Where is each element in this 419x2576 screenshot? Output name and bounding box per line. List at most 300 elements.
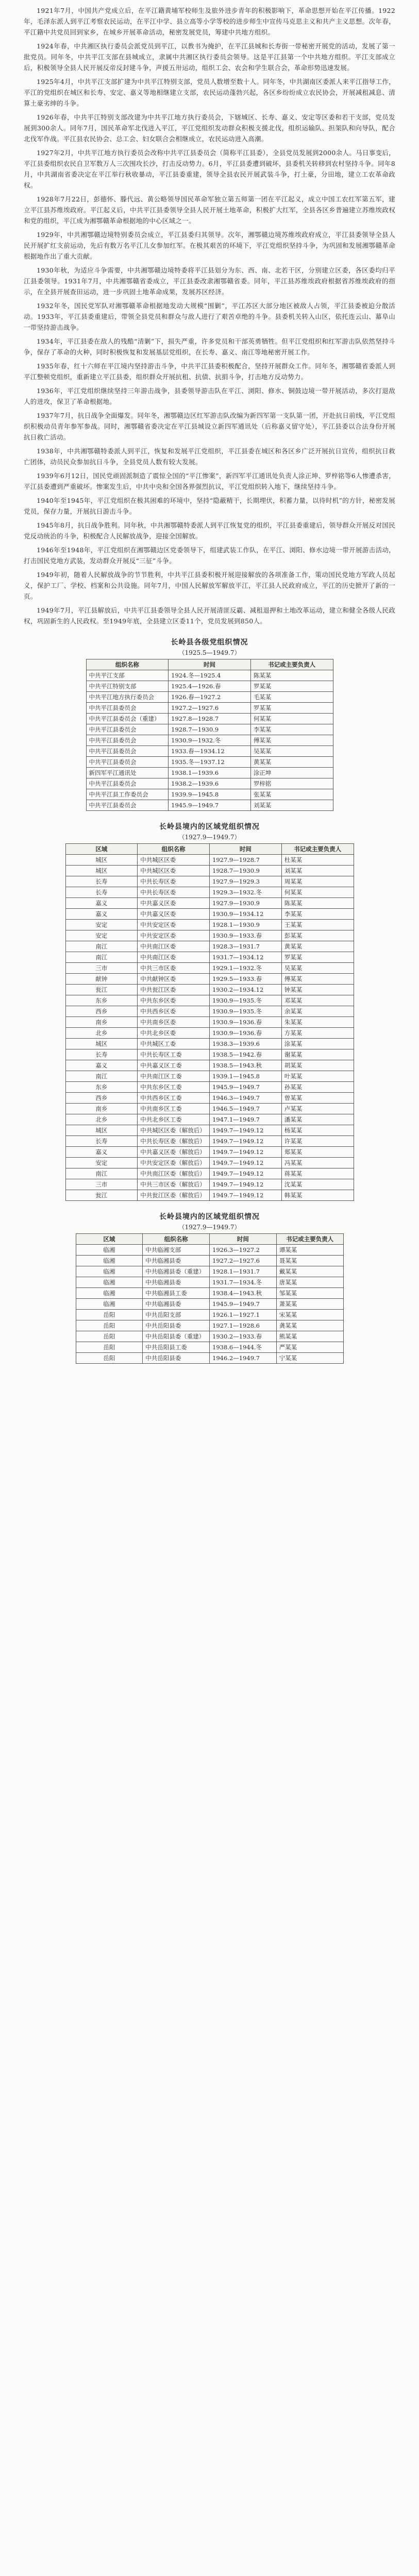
- table-cell: 宋某某: [276, 1310, 343, 1320]
- table-cell: 南江: [65, 941, 138, 952]
- table-cell: 潘某某: [281, 1114, 354, 1125]
- paragraph: 1937年7月，抗日战争全面爆发。同年冬，湘鄂赣边区红军游击队改编为新四军第一支队第一团，开赴抗日前线，平江党组织积极动员青年参军参战。同时，湘鄂赣省委决定在平江县城设立新四军通讯处（后称嘉义留守处），平江县委以合法身份开展抗日救亡活动。: [24, 412, 395, 441]
- table-row: [65, 876, 354, 887]
- table-row: [65, 1028, 354, 1039]
- table-cell: 长寿: [65, 876, 138, 887]
- table-row: [65, 1158, 354, 1168]
- table-cell: 陈某某: [281, 898, 354, 909]
- table-cell: 1927.2—1927.6: [210, 1256, 277, 1266]
- table-row: [65, 1071, 354, 1082]
- table-cell: 1927.2—1927.6: [169, 703, 251, 714]
- table-cell: 1926.3—1927.2: [210, 1245, 277, 1256]
- paragraph: 1925年4月，中共平江支部扩建为中共平江特别支部，党员人数增至数十人。同年冬，中共湖南区委派人来平江指导工作，平江的党组织在城区和长寿、安定、嘉义等地相继建立支部，农民运动蓬勃兴起，各区乡纷纷成立农民协会，开展减租减息、清算土豪劣绅的斗争。: [24, 78, 395, 107]
- table-row: [65, 1125, 354, 1136]
- table-cell: 1946.2—1949.7: [210, 1353, 277, 1364]
- table-cell: 中共东乡区工委: [138, 1082, 210, 1093]
- table-cell: 孙某某: [281, 1082, 354, 1093]
- table-cell: 1931.7—1934.12: [210, 952, 282, 963]
- table-row: [65, 1039, 354, 1049]
- table-cell: 1930.9—1933.春: [210, 930, 282, 941]
- neighboring-party-organizations-table-block: [76, 1211, 344, 1364]
- table-cell: 谢某某: [281, 1049, 354, 1060]
- table-cell: 中共平江县工作委员会: [86, 789, 169, 800]
- table-row: [65, 1136, 354, 1147]
- table-cell: 南江: [65, 1071, 138, 1082]
- table-cell: 中共平江地方执行委员会: [86, 692, 169, 703]
- table-row: [65, 1114, 354, 1125]
- table-row: [65, 866, 354, 876]
- table-cell: 罗某某: [250, 681, 333, 692]
- table-cell: 钟某某: [281, 985, 354, 995]
- table-cell: 中共临湘支部: [143, 1245, 210, 1256]
- table-cell: 1928.3—1931.7: [210, 941, 282, 952]
- column-header: 书记或主要负责人: [250, 659, 333, 670]
- paragraph: 1924年春，中共湘区执行委员会派党员到平江，以教书为掩护，在平江县城和长寿街一带秘密开展党的活动，发展了第一批党员。同年冬，中共平江支部在县城成立，隶属中共湘区执行委员会领导。这是平江县第一个中共地方组织。平江支部成立后，积极领导全县人民开展反帝反封建斗争，声援五卅运动，组织工会、农会和学生联合会，革命形势迅速发展。: [24, 42, 395, 72]
- table-row: [76, 1288, 343, 1299]
- table-cell: 中共献钟区委: [138, 974, 210, 985]
- table-subtitle: （1927.9—1949.7）: [178, 834, 241, 841]
- table-row: [86, 757, 333, 768]
- table-cell: 1927.1—1928.6: [210, 1320, 277, 1331]
- table-row: [65, 941, 354, 952]
- table-cell: 何某某: [250, 714, 333, 724]
- table-cell: 1938.3—1939.6: [210, 1039, 282, 1049]
- paragraph: 1929年，中共湘鄂赣边境特别委员会成立，平江县委归其领导。次年，湘鄂赣边境苏维埃政府成立，平江县委领导全县人民开展扩红支前运动，先后有数万名平江儿女参加红军。在极其艰苦的环境下，平江党组织坚持斗争，为巩固和发展湘鄂赣革命根据地作出了重大贡献。: [24, 231, 395, 260]
- paragraph: 1938年，中共湘鄂赣特委派人到平江，恢复和发展平江党组织，平江县委在城区和各区乡广泛开展抗日宣传，组织抗日救亡团体，动员民众参加抗日斗争，全县党员人数有较大发展。: [24, 447, 395, 466]
- table-cell: 1949.7—1949.12: [210, 1125, 282, 1136]
- column-header: 时间: [169, 659, 251, 670]
- table-row: [76, 1256, 343, 1266]
- table-cell: 1949.7—1949.12: [210, 1147, 282, 1158]
- table-cell: 北乡: [65, 1028, 138, 1039]
- table-cell: 中共嘉义区委: [138, 909, 210, 920]
- table-cell: 1924.冬—1925.4: [169, 670, 251, 681]
- table-cell: 长寿: [65, 1049, 138, 1060]
- table-row: [76, 1331, 343, 1342]
- table-cell: 罗梓铭: [250, 778, 333, 789]
- table-cell: 张某某: [250, 789, 333, 800]
- table-cell: 中共临湘县委: [143, 1277, 210, 1288]
- table-cell: 南乡: [65, 1017, 138, 1028]
- table-cell: 临湘: [76, 1256, 143, 1266]
- table-cell: 1929.3—1932.冬: [210, 887, 282, 898]
- table-cell: 1939.9—1945.8: [169, 789, 251, 800]
- table-cell: 萧某某: [276, 1299, 343, 1310]
- table-cell: 中共临湘县委: [143, 1299, 210, 1310]
- table-cell: 1930.9—1934.12: [210, 909, 282, 920]
- table-cell: 中共三市区委: [138, 963, 210, 974]
- table-title: 长岭县境内的区域党组织情况: [159, 823, 260, 831]
- paragraph: 1945年8月，抗日战争胜利。同年秋，中共湘鄂赣特委派人到平江恢复党的组织，平江县委重建后，领导群众开展反对国民党反动统治的斗争，积极配合人民解放战争，迎接全国解放。: [24, 521, 395, 540]
- table-row: [76, 1353, 343, 1364]
- table-cell: 中共瓮江区委: [138, 985, 210, 995]
- paragraph: 1926年春，中共平江特别支部改建为中共平江地方执行委员会，下辖城区、长寿、嘉义、安定等区委和若干支部，党员发展到300余人。同年7月，国民革命军北伐进入平江，平江党组织发动群众积极支援北伐，组织运输队、担架队和向导队，配合北伐军作战。平江县农民协会、总工会、妇女联合会相继成立，农民运动进入高潮。: [24, 113, 395, 143]
- column-header: 区域: [76, 1234, 143, 1245]
- table-cell: 1938.5—1942.春: [210, 1049, 282, 1060]
- table-cell: 中共岳阳县委（重建）: [143, 1331, 210, 1342]
- table-cell: 1930.9—1935.冬: [210, 1006, 282, 1017]
- table-cell: 中共嘉义区工委: [138, 1060, 210, 1071]
- table-cell: 中共平江县委员会: [86, 800, 169, 811]
- paragraph: 1927年2月，中共平江地方执行委员会改称中共平江县委员会（简称平江县委），全县党员发展到2000余人。马日事变后，平江县委组织农民自卫军数万人三次围攻长沙，打击反动势力。6月，平江县委遭到破坏，县委机关转移到农村坚持斗争。同年8月，中共湖南省委决定在平江举行秋收暴动，平江县委重建，领导全县农民开展武装斗争，打土豪，分田地，建立工农革命政权。: [24, 149, 395, 189]
- article-body: [24, 5, 395, 626]
- table-cell: 李某某: [250, 724, 333, 735]
- table-row: [65, 1049, 354, 1060]
- table-row: [65, 1060, 354, 1071]
- table-cell: 中共岳阳县委: [143, 1320, 210, 1331]
- table-row: [86, 800, 333, 811]
- table-cell: 1949.7—1949.12: [210, 1179, 282, 1190]
- table-cell: 1938.4—1943.秋: [210, 1288, 277, 1299]
- table-title: 长岭县各级党组织情况: [171, 638, 248, 647]
- table-row: [65, 1147, 354, 1158]
- table-cell: 中共瓮江区委（解放后）: [138, 1190, 210, 1201]
- table-cell: 1946.3—1949.7: [210, 1093, 282, 1104]
- table-row: [76, 1277, 343, 1288]
- table-cell: 1938.1—1939.6: [169, 768, 251, 778]
- table-cell: 曾某某: [281, 1093, 354, 1104]
- table-cell: 刘某某: [281, 866, 354, 876]
- column-header: 时间: [210, 844, 282, 855]
- table-cell: 毛某某: [250, 692, 333, 703]
- table-cell: 聂某某: [276, 1256, 343, 1266]
- table-cell: 方某某: [281, 1028, 354, 1039]
- table-cell: 城区: [65, 1125, 138, 1136]
- table-cell: 周某某: [281, 876, 354, 887]
- table-cell: 岳阳: [76, 1353, 143, 1364]
- table-cell: 吴某某: [281, 963, 354, 974]
- table-cell: 1930.2—1933.春: [210, 1331, 277, 1342]
- table-row: [86, 692, 333, 703]
- table-cell: 陈某某: [250, 670, 333, 681]
- table-cell: 1949.7—1949.12: [210, 1168, 282, 1179]
- table-cell: 1938.6—1944.冬: [210, 1342, 277, 1353]
- table-row: [76, 1266, 343, 1277]
- table-cell: 城区: [65, 866, 138, 876]
- table-cell: 中共平江特别支部: [86, 681, 169, 692]
- table-cell: 1928.7—1930.9: [210, 866, 282, 876]
- table-header-row: [76, 1234, 343, 1245]
- paragraph: 1946年至1948年，平江党组织在湘鄂赣边区党委领导下，组建武装工作队，在平江、浏阳、修水边境一带开展游击活动，打击国民党地方武装，发动群众开展反“三征”斗争。: [24, 546, 395, 565]
- paragraph: 1928年7月22日，彭德怀、滕代远、黄公略领导国民革命军独立第五师第一团在平江起义，成立中国工农红军第五军，建立平江县苏维埃政府。平江起义后，中共平江县委领导全县人民开展土地革命，积极扩大红军，全县各区乡普遍建立苏维埃政权和党的组织，平江成为湘鄂赣革命根据地的中心区域之一。: [24, 195, 395, 225]
- table-cell: 1930.9—1936.春: [210, 1028, 282, 1039]
- table-cell: 岳阳: [76, 1310, 143, 1320]
- table-header-row: [65, 844, 354, 855]
- table-cell: 岳阳: [76, 1331, 143, 1342]
- table-cell: 1949.7—1949.12: [210, 1190, 282, 1201]
- table-cell: 1933.春—1934.12: [169, 746, 251, 757]
- table-row: [86, 735, 333, 746]
- table-cell: 1928.1—1930.9: [210, 920, 282, 930]
- table-cell: 中共嘉义区委: [138, 898, 210, 909]
- table-cell: 邓某某: [281, 995, 354, 1006]
- table-cell: 中共安定区委: [138, 920, 210, 930]
- table-cell: 1935.冬—1937.12: [169, 757, 251, 768]
- table-row: [65, 930, 354, 941]
- table-row: [76, 1342, 343, 1353]
- table-cell: 余某某: [281, 1006, 354, 1017]
- paragraph: 1936年，平江党组织继续坚持三年游击战争，县委领导游击队在平江、浏阳、修水、铜鼓边境一带开展活动，多次打退敌人的进攻，保卫了革命根据地。: [24, 387, 395, 405]
- table-cell: 1938.5—1943.秋: [210, 1060, 282, 1071]
- table-cell: 1930.2—1934.12: [210, 985, 282, 995]
- table-cell: 中共城区工委: [138, 1039, 210, 1049]
- table-cell: 1945.9—1949.7: [210, 1299, 277, 1310]
- table-cell: 1925.4—1926.春: [169, 681, 251, 692]
- table-cell: 1928.1—1931.7: [210, 1266, 277, 1277]
- table-row: [65, 963, 354, 974]
- table-cell: 1927.9—1930.9: [210, 898, 282, 909]
- table-row: [86, 768, 333, 778]
- table-row: [65, 1093, 354, 1104]
- table-cell: 郑某某: [281, 1147, 354, 1158]
- table-row: [65, 995, 354, 1006]
- table-row: [86, 724, 333, 735]
- table-cell: 南江: [65, 952, 138, 963]
- table-cell: 献钟: [65, 974, 138, 985]
- table-cell: 中共平江县委员会: [86, 757, 169, 768]
- table-cell: 中共城区区委: [138, 866, 210, 876]
- table-row: [65, 1082, 354, 1093]
- paragraph: 1939年6月12日，国民党顽固派制造了震惊全国的“平江惨案”，新四军平江通讯处负责人涂正坤、罗梓铭等6人惨遭杀害，平江县委遭到严重破坏。惨案发生后，中共中央和全国各界强烈抗议，平江党组织转入地下，继续坚持斗争。: [24, 472, 395, 490]
- column-header: 书记或主要负责人: [276, 1234, 343, 1245]
- table-cell: 中共长寿区工委: [138, 1049, 210, 1060]
- paragraph: 1949年初，随着人民解放战争的节节胜利，中共平江县委积极开展迎接解放的各项准备工作，策动国民党地方军政人员起义，保护工厂、学校、档案和公共设施。同年7月，中国人民解放军解放平江，平江县人民政府成立，平江的历史掀开了新的一页。: [24, 571, 395, 600]
- table-cell: 邹某某: [276, 1288, 343, 1299]
- table-cell: 1939.1—1945.8: [210, 1071, 282, 1082]
- table-cell: 东乡: [65, 995, 138, 1006]
- table-cell: 罗某某: [250, 703, 333, 714]
- table-cell: 中共岳阳支部: [143, 1310, 210, 1320]
- county-party-organizations-table-block: [86, 637, 333, 811]
- table-cell: 南乡: [65, 1104, 138, 1114]
- column-header: 书记或主要负责人: [281, 844, 354, 855]
- table-cell: 瓮江: [65, 1190, 138, 1201]
- table-cell: 王某某: [281, 920, 354, 930]
- table-cell: 中共长寿区委: [138, 876, 210, 887]
- table-cell: 嘉义: [65, 898, 138, 909]
- table-header-row: [86, 659, 333, 670]
- table-cell: 中共东乡区委: [138, 995, 210, 1006]
- table-row: [86, 703, 333, 714]
- table-cell: 1947.1—1949.7: [210, 1114, 282, 1125]
- table-cell: 1945.9—1949.7: [169, 800, 251, 811]
- county-party-organizations-table: [86, 659, 333, 811]
- table-cell: 东乡: [65, 1082, 138, 1093]
- table-cell: 许某某: [281, 1136, 354, 1147]
- table-cell: 中共南江区委: [138, 941, 210, 952]
- table-cell: 1949.7—1949.12: [210, 1136, 282, 1147]
- table-cell: 罗某某: [281, 952, 354, 963]
- neighboring-party-organizations-table: [76, 1233, 344, 1364]
- table-cell: 中共岳阳县委: [143, 1353, 210, 1364]
- table-row: [76, 1310, 343, 1320]
- table-cell: 1930.9—1936.春: [210, 1017, 282, 1028]
- table-cell: 安定: [65, 920, 138, 930]
- table-row: [76, 1299, 343, 1310]
- table-cell: 1949.7—1949.12: [210, 1158, 282, 1168]
- table-row: [65, 1006, 354, 1017]
- district-party-organizations-table-block: [65, 821, 354, 1201]
- column-header: 组织名称: [138, 844, 210, 855]
- table-row: [76, 1320, 343, 1331]
- table-row: [65, 952, 354, 963]
- table-row: [65, 887, 354, 898]
- table-cell: 岳阳: [76, 1320, 143, 1331]
- table-cell: 中共西乡区委: [138, 1006, 210, 1017]
- table-cell: 韩某某: [281, 1190, 354, 1201]
- table-subtitle: （1925.5—1949.7）: [178, 649, 241, 656]
- table-cell: 安定: [65, 930, 138, 941]
- table-cell: 中共长寿区委（解放后）: [138, 1136, 210, 1147]
- table-cell: 中共临湘县委: [143, 1256, 210, 1266]
- table-row: [65, 1017, 354, 1028]
- table-subtitle: （1927.9—1949.7）: [178, 1224, 241, 1231]
- table-cell: 沈某某: [281, 1179, 354, 1190]
- table-cell: 1946.5—1949.7: [210, 1104, 282, 1114]
- table-cell: 1929.1—1932.冬: [210, 963, 282, 974]
- table-cell: 李某某: [281, 909, 354, 920]
- table-row: [86, 789, 333, 800]
- district-party-organizations-table: [65, 843, 354, 1201]
- table-cell: 中共城区区委（解放后）: [138, 1125, 210, 1136]
- table-cell: 嘉义: [65, 909, 138, 920]
- column-header: 区域: [65, 844, 138, 855]
- table-cell: 嘉义: [65, 1147, 138, 1158]
- table-cell: 新四军平江通讯处: [86, 768, 169, 778]
- table-cell: 临湘: [76, 1288, 143, 1299]
- table-row: [86, 681, 333, 692]
- table-cell: 1928.7—1930.9: [169, 724, 251, 735]
- table-cell: 中共南江区委（解放后）: [138, 1168, 210, 1179]
- table-cell: 1930.9—1932.冬: [169, 735, 251, 746]
- table-row: [65, 909, 354, 920]
- table-cell: 西乡: [65, 1006, 138, 1017]
- table-row: [65, 1168, 354, 1179]
- table-cell: 1927.8—1928.7: [169, 714, 251, 724]
- table-cell: 中共平江县委员会: [86, 724, 169, 735]
- table-row: [65, 974, 354, 985]
- table-cell: 城区: [65, 1039, 138, 1049]
- table-cell: 中共平江县委员会: [86, 735, 169, 746]
- table-cell: 胡某某: [281, 1060, 354, 1071]
- table-cell: 杜某某: [281, 855, 354, 866]
- table-cell: 蒋某某: [281, 1168, 354, 1179]
- table-cell: 刘某某: [250, 800, 333, 811]
- table-cell: 1929.5—1933.春: [210, 974, 282, 985]
- table-cell: 叶某某: [281, 1071, 354, 1082]
- table-cell: 黄某某: [250, 757, 333, 768]
- table-cell: 宁某某: [276, 1353, 343, 1364]
- table-cell: 1926.1—1927.1: [210, 1310, 277, 1320]
- table-cell: 涂正坤: [250, 768, 333, 778]
- table-cell: 中共平江县委员会: [86, 703, 169, 714]
- table-cell: 彭某某: [281, 930, 354, 941]
- table-row: [86, 714, 333, 724]
- table-cell: 谭某某: [276, 1245, 343, 1256]
- table-cell: 1926.春—1927.2: [169, 692, 251, 703]
- table-cell: 中共长寿区委: [138, 887, 210, 898]
- table-cell: 三市: [65, 963, 138, 974]
- table-row: [65, 1190, 354, 1201]
- paragraph: 1934年，平江县委在敌人的残酷“清剿”下，损失严重，许多党员和干部英勇牺牲。但平江党组织和红军游击队依然坚持斗争，保存了革命的火种，同时积极恢复和发展基层党组织，在长寿、嘉义、南江等地秘密开展工作。: [24, 337, 395, 356]
- table-cell: 傅某某: [250, 735, 333, 746]
- table-cell: 北乡: [65, 1114, 138, 1125]
- table-cell: 中共北乡区委: [138, 1028, 210, 1039]
- column-header: 组织名称: [143, 1234, 210, 1245]
- table-cell: 临湘: [76, 1277, 143, 1288]
- table-cell: 唐某某: [276, 1277, 343, 1288]
- table-cell: 中共安定区委: [138, 930, 210, 941]
- table-cell: 中共嘉义区委（解放后）: [138, 1147, 210, 1158]
- table-cell: 中共南江区委: [138, 952, 210, 963]
- table-cell: 1938.2—1939.6: [169, 778, 251, 789]
- table-cell: 中共南乡区工委: [138, 1104, 210, 1114]
- table-cell: 中共西乡区工委: [138, 1093, 210, 1104]
- table-cell: 三市: [65, 1179, 138, 1190]
- table-row: [65, 855, 354, 866]
- table-cell: 中共南乡区委: [138, 1017, 210, 1028]
- table-title: 长岭县境内的区域党组织情况: [159, 1213, 260, 1221]
- table-cell: 城区: [65, 855, 138, 866]
- table-cell: 涂某某: [281, 1039, 354, 1049]
- table-cell: 中共平江县委员会: [86, 746, 169, 757]
- paragraph: 1935年春，红十六师在平江境内坚持游击斗争，中共平江县委积极配合，坚持开展群众工作。同年冬，湘鄂赣省委派人到平江整顿党组织，重新建立平江县委，组织群众开展抗租、抗债、抗捐斗争，打击地方反动势力。: [24, 362, 395, 381]
- column-header: 组织名称: [86, 659, 169, 670]
- table-row: [65, 920, 354, 930]
- table-row: [86, 670, 333, 681]
- table-cell: 安定: [65, 1158, 138, 1168]
- table-cell: 长寿: [65, 887, 138, 898]
- table-cell: 嘉义: [65, 1060, 138, 1071]
- table-row: [76, 1245, 343, 1256]
- table-row: [65, 985, 354, 995]
- table-cell: 黄某某: [281, 941, 354, 952]
- table-cell: 中共岳阳县工委: [143, 1342, 210, 1353]
- table-cell: 朱某某: [281, 1017, 354, 1028]
- table-cell: 1931.7—1934.冬: [210, 1277, 277, 1288]
- table-cell: 冯某某: [281, 1158, 354, 1168]
- table-cell: 吴某某: [250, 746, 333, 757]
- table-cell: 临湘: [76, 1299, 143, 1310]
- table-cell: 龚某某: [276, 1320, 343, 1331]
- paragraph: 1940年至1945年，平江党组织在极其困难的环境中，坚持“隐蔽精干，长期埋伏，积蓄力量，以待时机”的方针，秘密发展党员，保存力量，开展抗日游击斗争。: [24, 497, 395, 515]
- table-cell: 中共平江县委员会（重建）: [86, 714, 169, 724]
- table-cell: 1945.9—1949.7: [210, 1082, 282, 1093]
- paragraph: 1932年冬，国民党军队对湘鄂赣革命根据地发动大规模“围剿”，平江苏区大部分地区被敌人占领，平江县委被迫分散活动。1933年，平江县委重建后，带领全县党员和群众与敌人进行了艰苦卓绝的斗争。县委机关转入山区，依托连云山、幕阜山一带坚持游击战争。: [24, 302, 395, 331]
- table-cell: 中共三市区委（解放后）: [138, 1179, 210, 1190]
- table-cell: 岳阳: [76, 1342, 143, 1353]
- table-cell: 1927.9—1928.7: [210, 855, 282, 866]
- paragraph: 1949年7月，平江县解放后，中共平江县委领导全县人民开展清匪反霸、减租退押和土地改革运动，建立和健全各级人民政权，巩固新生的人民政权。至1949年底，全县建立区委11个，党员发展到850人。: [24, 606, 395, 625]
- table-cell: 卢某某: [281, 1104, 354, 1114]
- table-row: [65, 1104, 354, 1114]
- table-cell: 戴某某: [276, 1266, 343, 1277]
- table-cell: 中共北乡区工委: [138, 1114, 210, 1125]
- table-cell: 长寿: [65, 1136, 138, 1147]
- table-row: [65, 1179, 354, 1190]
- table-cell: 南江: [65, 1168, 138, 1179]
- table-cell: 中共南江区工委: [138, 1071, 210, 1082]
- table-cell: 中共城区区委: [138, 855, 210, 866]
- table-row: [86, 746, 333, 757]
- table-row: [86, 778, 333, 789]
- paragraph: 1921年7月，中国共产党成立后，在平江籍黄埔军校师生及旅外进步青年的积极影响下，革命思想开始在平江传播。1922年，毛泽东派人到平江考察农民运动，在平江中学、县立高等小学等校的进步师生中宣传马克思主义和共产主义思想。次年春，平江籍中共党员回到家乡，在城乡开展革命活动，秘密发展党员，筹建中共地方组织。: [24, 7, 395, 36]
- table-cell: 临湘: [76, 1245, 143, 1256]
- table-cell: 中共临湘县委（重建）: [143, 1266, 210, 1277]
- table-row: [65, 898, 354, 909]
- table-cell: 中共安定区委（解放后）: [138, 1158, 210, 1168]
- table-cell: 临湘: [76, 1266, 143, 1277]
